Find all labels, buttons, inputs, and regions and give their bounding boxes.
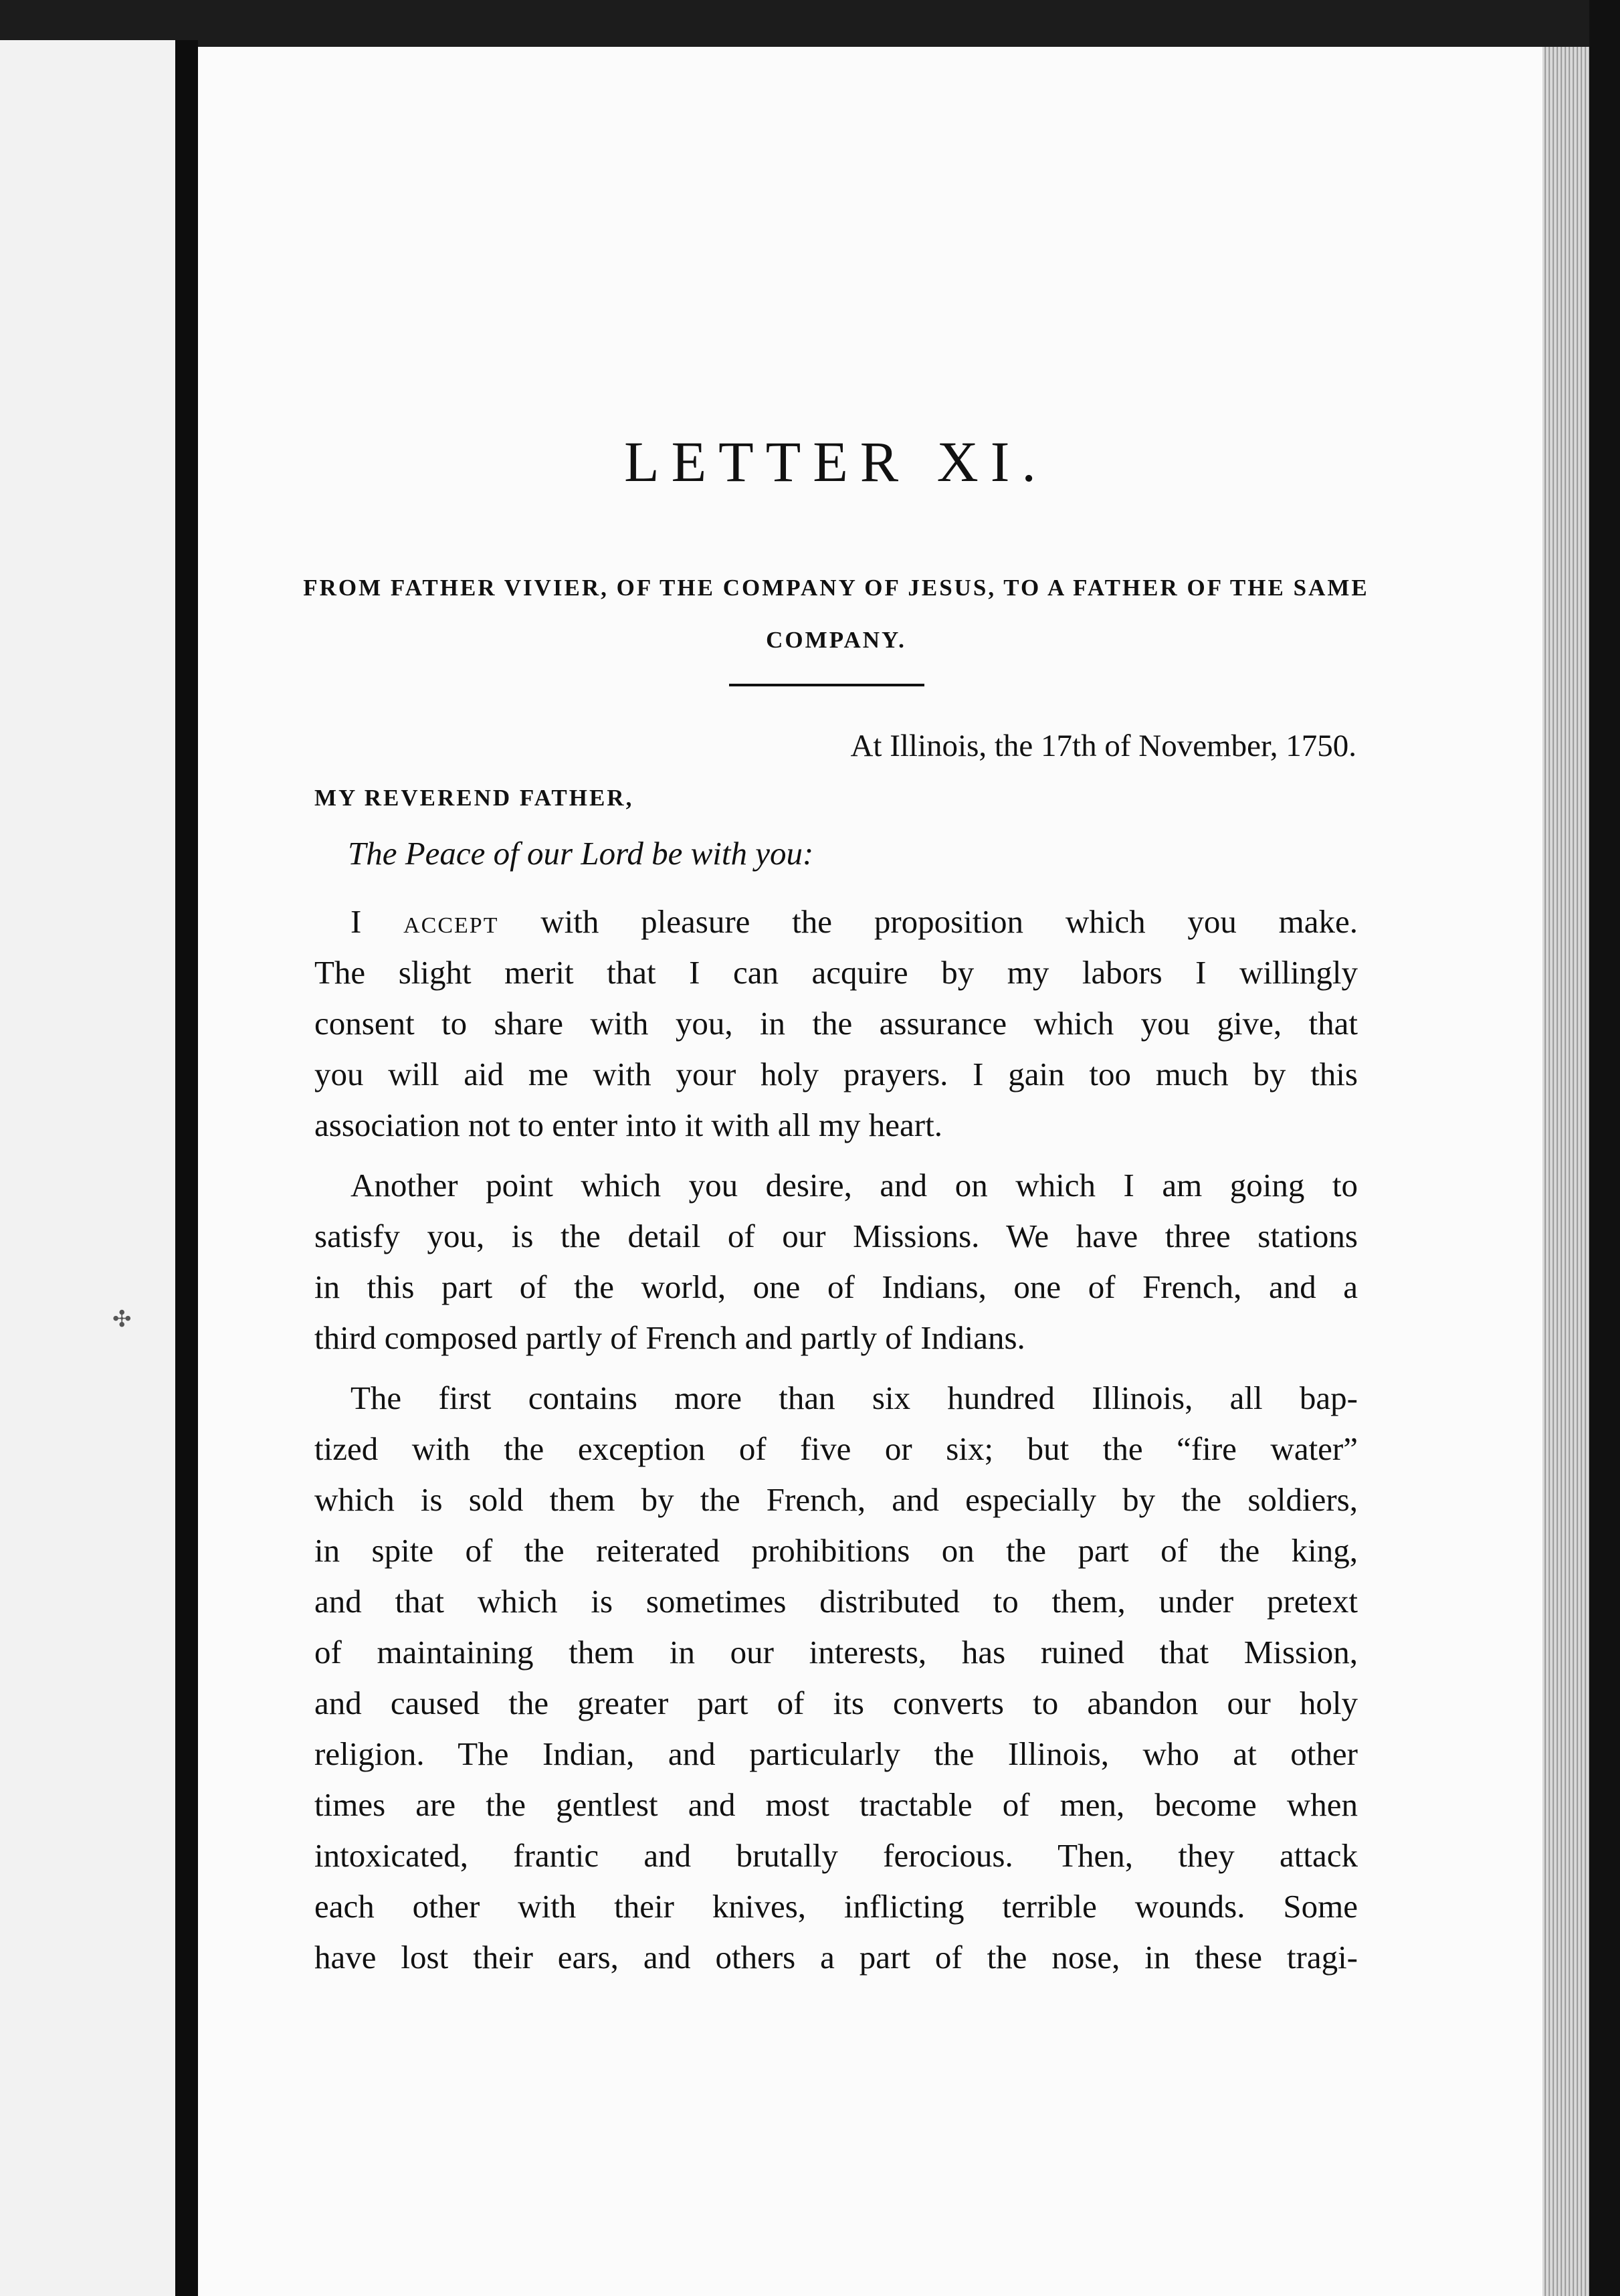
- paragraph-line: in this part of the world, one of Indians, one of French, and a: [314, 1268, 1358, 1305]
- dateline: At Illinois, the 17th of November, 1750.: [850, 729, 1356, 763]
- title-rule: [729, 684, 924, 686]
- paragraph-line: and caused the greater part of its converts to abandon our holy: [314, 1685, 1358, 1721]
- paragraph-line: have lost their ears, and others a part of the nose, in these tragi-: [314, 1939, 1358, 1976]
- paragraph-line: you will aid me with your holy prayers. I gain too much by this: [314, 1056, 1358, 1092]
- paragraph-line: and that which is sometimes distributed to them, under pretext: [314, 1583, 1358, 1620]
- paragraph-1: [314, 896, 1358, 1151]
- greeting: The Peace of our Lord be with you:: [348, 835, 814, 872]
- paragraph-line: The first contains more than six hundred Illinois, all bap-: [350, 1379, 1358, 1416]
- lead-smallcaps: accept: [403, 903, 499, 940]
- paragraph-line: religion. The Indian, and particularly the Illinois, who at other: [314, 1735, 1358, 1772]
- paragraph-line: which is sold them by the French, and especially by the soldiers,: [314, 1481, 1358, 1518]
- lead-word: I: [350, 903, 362, 940]
- paragraph-line: each other with their knives, inflicting terrible wounds. Some: [314, 1888, 1358, 1925]
- paragraph-line: intoxicated, frantic and brutally ferocious. Then, they attack: [314, 1837, 1358, 1874]
- paragraph-line: in spite of the reiterated prohibitions on the part of the king,: [314, 1532, 1358, 1569]
- binding-gutter: [175, 40, 198, 2296]
- letter-title: LETTER XI.: [624, 429, 1048, 494]
- paragraph-line: Another point which you desire, and on which I am going to: [350, 1167, 1358, 1204]
- facing-page-mark: ✣: [112, 1307, 132, 1332]
- scan-border-right: [1589, 0, 1620, 2296]
- salutation: MY REVEREND FATHER,: [314, 785, 634, 811]
- paragraph-line: third composed partly of French and partly of Indians.: [314, 1319, 1025, 1356]
- paragraph-line: The slight merit that I can acquire by my labors I willingly: [314, 954, 1358, 991]
- paragraph-line: of maintaining them in our interests, has ruined that Mission,: [314, 1634, 1358, 1670]
- paragraph-2: [314, 1160, 1358, 1363]
- letter-body: [314, 896, 1358, 1992]
- facing-page-edge: [0, 40, 178, 2296]
- paragraph-line: tized with the exception of five or six; but the “fire water”: [314, 1430, 1358, 1467]
- paragraph-line: I accept with pleasure the proposition which you make.: [350, 903, 1358, 940]
- paragraph-line: times are the gentlest and most tractable of men, become when: [314, 1786, 1358, 1823]
- paragraph-line: association not to enter into it with all my heart.: [314, 1107, 942, 1143]
- page-edges: [1542, 47, 1589, 2296]
- letter-subtitle: FROM FATHER VIVIER, OF THE COMPANY OF JESUS, TO A FATHER OF THE SAME COMPANY.: [303, 575, 1369, 653]
- paragraph-3: [314, 1373, 1358, 1983]
- paragraph-line: satisfy you, is the detail of our Missions. We have three stations: [314, 1218, 1358, 1254]
- paragraph-line: consent to share with you, in the assurance which you give, that: [314, 1005, 1358, 1042]
